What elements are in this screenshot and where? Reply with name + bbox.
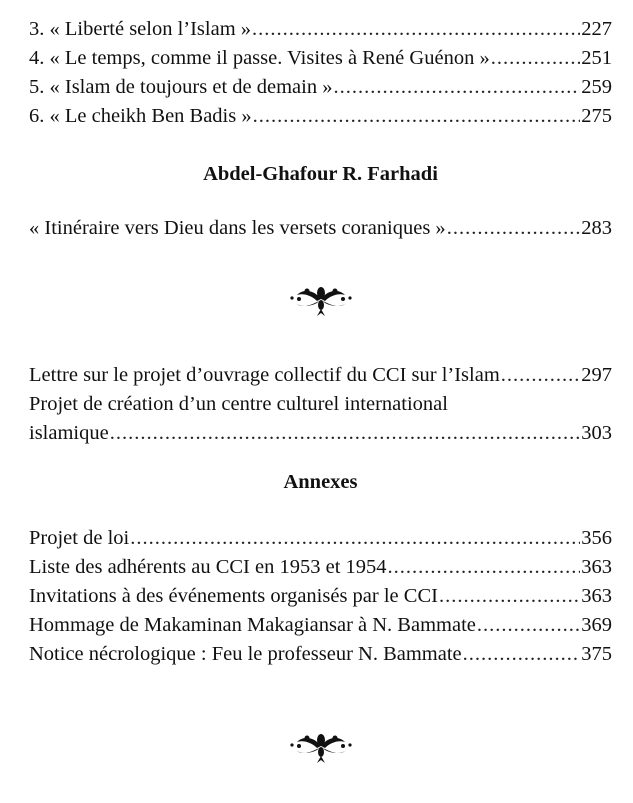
- toc-entry: [29, 611, 612, 640]
- toc-entry-title: Lettre sur le projet d’ouvrage collectif du CCI sur l’Islam: [29, 364, 500, 386]
- toc-entry: [29, 361, 612, 390]
- toc-entry-page: 259: [581, 76, 612, 98]
- dot-leader: [447, 214, 581, 243]
- toc-entry-title: 6. « Le cheikh Ben Badis »: [29, 105, 252, 127]
- dot-leader: [110, 419, 581, 448]
- toc-entry: [29, 15, 612, 44]
- toc-entry-page: 251: [581, 47, 612, 69]
- toc-entry-title-line1: Projet de création d’un centre culturel international: [29, 393, 448, 415]
- dot-leader: [491, 44, 581, 73]
- toc-entry: [29, 44, 612, 73]
- toc-entry: [29, 640, 612, 669]
- dot-leader: [388, 553, 581, 582]
- toc-entry: [29, 524, 612, 553]
- toc-entry: [29, 582, 612, 611]
- toc-entry-page: 363: [581, 585, 612, 607]
- toc-entry-page: 375: [581, 643, 612, 665]
- toc-entry-page: 227: [581, 18, 612, 40]
- floral-ornament-icon: [289, 730, 353, 764]
- toc-entry-title-line2: islamique: [29, 422, 109, 444]
- dot-leader: [477, 611, 580, 640]
- toc-entry: [29, 73, 612, 102]
- toc-entry-line2: [29, 419, 612, 448]
- toc-entry-title: « Itinéraire vers Dieu dans les versets coraniques »: [29, 217, 446, 239]
- toc-entry-page: 275: [581, 105, 612, 127]
- toc-entry-page: 283: [581, 217, 612, 239]
- toc-entry-page: 369: [581, 614, 612, 636]
- toc-entry-page: 297: [581, 364, 612, 386]
- dot-leader: [130, 524, 580, 553]
- toc-entry: [29, 553, 612, 582]
- annexes-heading: Annexes: [283, 471, 358, 493]
- toc-entry-title: Hommage de Makaminan Makagiansar à N. Bammate: [29, 614, 476, 636]
- toc-entry-title: Projet de loi: [29, 527, 130, 549]
- toc-entry-title: 4. « Le temps, comme il passe. Visites à René Guénon »: [29, 47, 490, 69]
- toc-entry: [29, 102, 612, 131]
- dot-leader: [333, 73, 580, 102]
- dot-leader: [463, 640, 581, 669]
- toc-entry-title: Liste des adhérents au CCI en 1953 et 1954: [29, 556, 387, 578]
- toc-entry-title: Invitations à des événements organisés par le CCI: [29, 585, 438, 607]
- dot-leader: [501, 361, 580, 390]
- toc-entry-multiline: [29, 390, 612, 448]
- dot-leader: [439, 582, 580, 611]
- toc-entry-page: 303: [581, 422, 612, 444]
- toc-entry-title: Notice nécrologique : Feu le professeur N. Bammate: [29, 643, 462, 665]
- toc-entry-title: 3. « Liberté selon l’Islam »: [29, 18, 252, 40]
- floral-ornament: [29, 283, 612, 317]
- floral-ornament-icon: [289, 283, 353, 317]
- author-heading: Abdel-Ghafour R. Farhadi: [203, 163, 438, 185]
- toc-entry: [29, 214, 612, 243]
- dot-leader: [253, 102, 581, 131]
- toc-entry-page: 356: [581, 527, 612, 549]
- toc-entry-page: 363: [581, 556, 612, 578]
- floral-ornament: [29, 730, 612, 764]
- dot-leader: [252, 15, 580, 44]
- toc-entry-title: 5. « Islam de toujours et de demain »: [29, 76, 333, 98]
